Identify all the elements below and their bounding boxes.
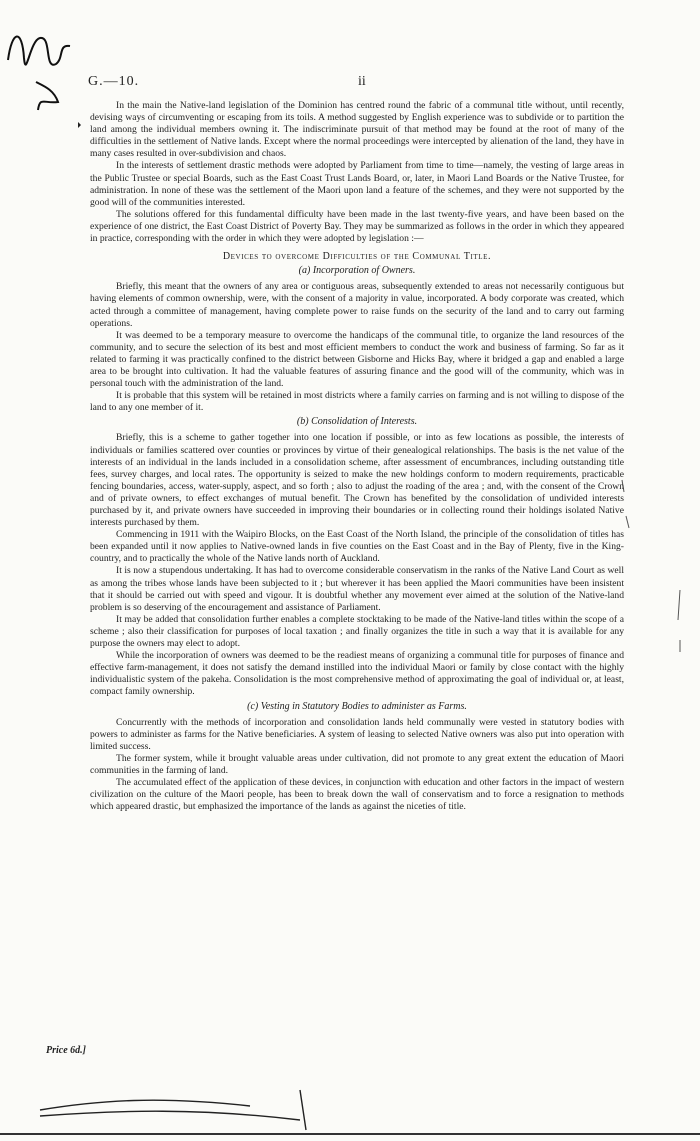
document-reference: G.—10. (88, 74, 140, 89)
paragraph: Commencing in 1911 with the Waipiro Blocks, on the East Coast of the North Island, the principle of the consolidation of titles has been expanded until it now applies to Native-owned lands in five counties on the East Coast and in the Bay of Plenty, five in the King-country, and to practically the whole of the Native lands north of Auckland. (90, 529, 624, 565)
paragraph: Briefly, this is a scheme to gather together into one location if possible, or into as few locations as possible, the interests of individuals or families scattered over counties or provinces by virtue of their genealogical relationships. The basis is the net value of the interests of an individual in the lands included in a consolidation scheme, after assessment of encumbrances, including outstanding title fees, survey charges, and local rates. The opportunity is seized to make the new holdings conform to modern requirements, practicable fencing boundaries, access, water-supply, aspect, and so forth ; also to adjust the roading of the area ; and, with the consent of the Crown and of private owners, to effect exchanges of mutual benefit. The Crown has benefited by the consolidation of undivided interests purchased by it, and private owners have succeeded in improving their boundaries or in collecting round their holdings isolated Native interests purchased by them. (90, 432, 624, 529)
pen-stroke-icon (40, 1090, 306, 1130)
bottom-rule (0, 1133, 700, 1135)
paragraph: Briefly, this meant that the owners of any area or contiguous areas, subsequently extended to areas not necessarily contiguous but having elements of common ownership, were, with the consent of a majority in value, incorporated. A body corporate was created, which acted through a committee of management, having complete power to raise funds on the security of the land and to carry out farming operations. (90, 281, 624, 329)
paragraph: The accumulated effect of the application of these devices, in conjunction with education and other factors in the impact of western civilization on the culture of the Maori people, has been to break down the wall of conservatism and to force a resignation to methods which appeared drastic, but emphasized the importance of the lands as against the niceties of title. (90, 777, 624, 813)
price-label: Price 6d.] (46, 1045, 86, 1056)
subheading-incorporation: (a) Incorporation of Owners. (298, 265, 416, 277)
paragraph: Concurrently with the methods of incorporation and consolidation lands held communally were vested in statutory bodies with powers to administer as farms for the Native beneficiaries. A system of leasing to selected Native owners was also put into operation with limited success. (90, 716, 624, 752)
paragraph: While the incorporation of owners was deemed to be the readiest means of organizing a communal title for purposes of finance and effective farm-management, it does not satisfy the demand instilled into the individual Maori or family by close contact with the highly individualistic system of the pakeha. Consolidation is the most comprehensive method of approximating the goal of individual or, at least, compact family ownership. (90, 650, 624, 698)
subheading-consolidation: (b) Consolidation of Interests. (296, 416, 418, 428)
body-text (90, 100, 624, 813)
paragraph: In the interests of settlement drastic methods were adopted by Parliament from time to time—namely, the vesting of large areas in the Public Trustee or special Boards, such as the East Coast Trust Lands Board, or, later, in Maori Land Boards or the Native Trustee, for administration. In none of these was the settlement of the Maori upon land a feature of the schemes, and they were not supported by the good will of the communities interested. (90, 160, 624, 208)
margin-tick-mark-icon (622, 480, 680, 652)
paragraph: It may be added that consolidation further enables a complete stocktaking to be made of the Native-land titles within the scope of a scheme ; also their classification for purposes of local taxation ; and finally organizes the title in such a way that it is available for any purpose the owners may elect to adopt. (90, 613, 624, 650)
paragraph: In the main the Native-land legislation of the Dominion has centred round the fabric of a communal title without, until recently, devising ways of circumventing or escaping from its toils. A method suggested by English experience was to subdivide or to partition the land among the individual members owning it. The indiscriminate pursuit of that method may be found at the root of many of the difficulties in the settlement of Native lands. Except where the normal proceedings were intercepted by alienation of the land, they have in many cases resulted in over-subdivision and chaos. (90, 100, 624, 160)
section-heading: Devices to overcome Difficulties of the Communal Title. (222, 251, 492, 263)
page-header (88, 74, 628, 94)
paragraph: It was deemed to be a temporary measure to overcome the handicaps of the communal title, to organize the land resources of the community, and to secure the selection of its best and most efficient members to conduct the work and business of farming. So far as it related to farming it was practically confined to the district between Gisborne and Hicks Bay, where it bridged a gap and enabled a large area to be brought into cultivation. It had the valuable features of assuring finance and the good will of the community, which was in personal touch with the administration of the land. (90, 329, 624, 390)
subheading-vesting: (c) Vesting in Statutory Bodies to administer as Farms. (247, 700, 467, 712)
paragraph: It is now a stupendous undertaking. It has had to overcome considerable conservatism in the ranks of the Native Land Court as well as among the tribes whose lands have been subjected to it ; but wherever it has been applied the Maori communities have been insistent that it should be carried out with speed and vigour. It is doubtful whether any movement ever aimed at the solution of the Native-land problem is so deserving of the encouragement and assistance of Parliament. (90, 565, 624, 613)
paragraph: The solutions offered for this fundamental difficulty have been made in the last twenty-five years, and have been based on the experience of one district, the East Coast District of Poverty Bay. They may be summarized as follows in the order in which they appeared in practice, corresponding with the order in which they were adopted by legislation :— (90, 208, 624, 245)
handwritten-scribble-icon (8, 36, 70, 110)
paragraph: The former system, while it brought valuable areas under cultivation, did not promote to any great extent the education of Maori communities in the farming of land. (90, 752, 624, 776)
paragraph: It is probable that this system will be retained in most districts where a family carries on farming and is not willing to dispose of the land to any one member of it. (90, 390, 624, 414)
page-number: ii (358, 74, 366, 89)
bullet-mark-icon (78, 122, 81, 128)
